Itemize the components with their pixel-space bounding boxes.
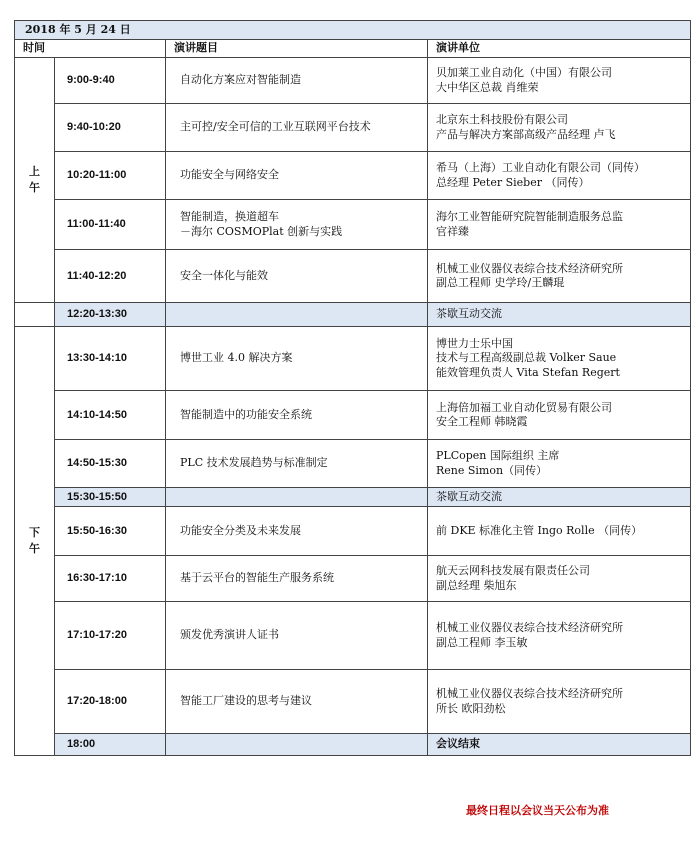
break-row [15, 303, 691, 327]
topic-cell: 主可控/安全可信的工业互联网平台技术 [166, 104, 428, 152]
org-cell: 茶歇互动交流 [428, 303, 691, 327]
org-cell: 上海倍加福工业自动化贸易有限公司 安全工程师 韩晓霞 [428, 391, 691, 440]
time-cell: 15:30-15:50 [55, 488, 166, 507]
table-row [15, 327, 691, 391]
time-cell: 16:30-17:10 [55, 556, 166, 602]
period-blank [15, 303, 55, 327]
date-cell: 2018 年 5 月 24 日 [15, 21, 691, 40]
org-cell: 茶歇互动交流 [428, 488, 691, 507]
topic-cell: 智能工厂建设的思考与建议 [166, 670, 428, 734]
time-cell: 15:50-16:30 [55, 507, 166, 556]
org-cell: 会议结束 [428, 734, 691, 756]
topic-cell: PLC 技术发展趋势与标准制定 [166, 440, 428, 488]
time-cell: 10:20-11:00 [55, 152, 166, 200]
footnote: 最终日程以会议当天公布为准 [466, 804, 609, 817]
time-cell: 17:20-18:00 [55, 670, 166, 734]
header-time: 时间 [15, 40, 166, 58]
period-afternoon: 下 午 [15, 327, 55, 756]
topic-cell [166, 488, 428, 507]
time-cell: 14:10-14:50 [55, 391, 166, 440]
time-cell: 18:00 [55, 734, 166, 756]
table-row [15, 556, 691, 602]
period-morning: 上 午 [15, 58, 55, 303]
org-cell: 北京东土科技股份有限公司 产品与解决方案部高级产品经理 卢飞 [428, 104, 691, 152]
org-cell: PLCopen 国际组织 主席 Rene Simon（同传） [428, 440, 691, 488]
table-row [15, 602, 691, 670]
org-cell: 贝加莱工业自动化（中国）有限公司 大中华区总裁 肖维荣 [428, 58, 691, 104]
time-cell: 17:10-17:20 [55, 602, 166, 670]
topic-cell: 博世工业 4.0 解决方案 [166, 327, 428, 391]
topic-cell: 颁发优秀演讲人证书 [166, 602, 428, 670]
org-cell: 海尔工业智能研究院智能制造服务总监 官祥臻 [428, 200, 691, 250]
header-row [15, 40, 691, 58]
header-topic: 演讲题目 [166, 40, 428, 58]
header-org: 演讲单位 [428, 40, 691, 58]
org-cell: 航天云网科技发展有限责任公司 副总经理 柴旭东 [428, 556, 691, 602]
org-cell: 前 DKE 标准化主管 Ingo Rolle （同传） [428, 507, 691, 556]
table-row [15, 391, 691, 440]
topic-cell: 功能安全分类及未来发展 [166, 507, 428, 556]
time-cell: 11:40-12:20 [55, 250, 166, 303]
date-row [15, 21, 691, 40]
org-cell: 博世力士乐中国 技术与工程高级副总裁 Volker Saue 能效管理负责人 Vita Stefan Regert [428, 327, 691, 391]
org-cell: 希马（上海）工业自动化有限公司（同传） 总经理 Peter Sieber （同传） [428, 152, 691, 200]
table-row [15, 200, 691, 250]
time-cell: 9:40-10:20 [55, 104, 166, 152]
time-cell: 9:00-9:40 [55, 58, 166, 104]
table-row [15, 104, 691, 152]
table-row [15, 152, 691, 200]
table-row [15, 58, 691, 104]
schedule-table [14, 20, 691, 756]
end-row [15, 734, 691, 756]
org-cell: 机械工业仪器仪表综合技术经济研究所 所长 欧阳劲松 [428, 670, 691, 734]
break-row [15, 488, 691, 507]
topic-cell: 基于云平台的智能生产服务系统 [166, 556, 428, 602]
table-row [15, 250, 691, 303]
topic-cell: 智能制造中的功能安全系统 [166, 391, 428, 440]
time-cell: 14:50-15:30 [55, 440, 166, 488]
topic-cell: 功能安全与网络安全 [166, 152, 428, 200]
table-row [15, 440, 691, 488]
table-row [15, 670, 691, 734]
topic-cell: 智能制造，换道超车 －海尔 COSMOPlat 创新与实践 [166, 200, 428, 250]
topic-cell: 自动化方案应对智能制造 [166, 58, 428, 104]
org-cell: 机械工业仪器仪表综合技术经济研究所 副总工程师 史学玲/王麟琨 [428, 250, 691, 303]
time-cell: 12:20-13:30 [55, 303, 166, 327]
topic-cell [166, 734, 428, 756]
time-cell: 13:30-14:10 [55, 327, 166, 391]
table-row [15, 507, 691, 556]
topic-cell [166, 303, 428, 327]
topic-cell: 安全一体化与能效 [166, 250, 428, 303]
time-cell: 11:00-11:40 [55, 200, 166, 250]
org-cell: 机械工业仪器仪表综合技术经济研究所 副总工程师 李玉敏 [428, 602, 691, 670]
